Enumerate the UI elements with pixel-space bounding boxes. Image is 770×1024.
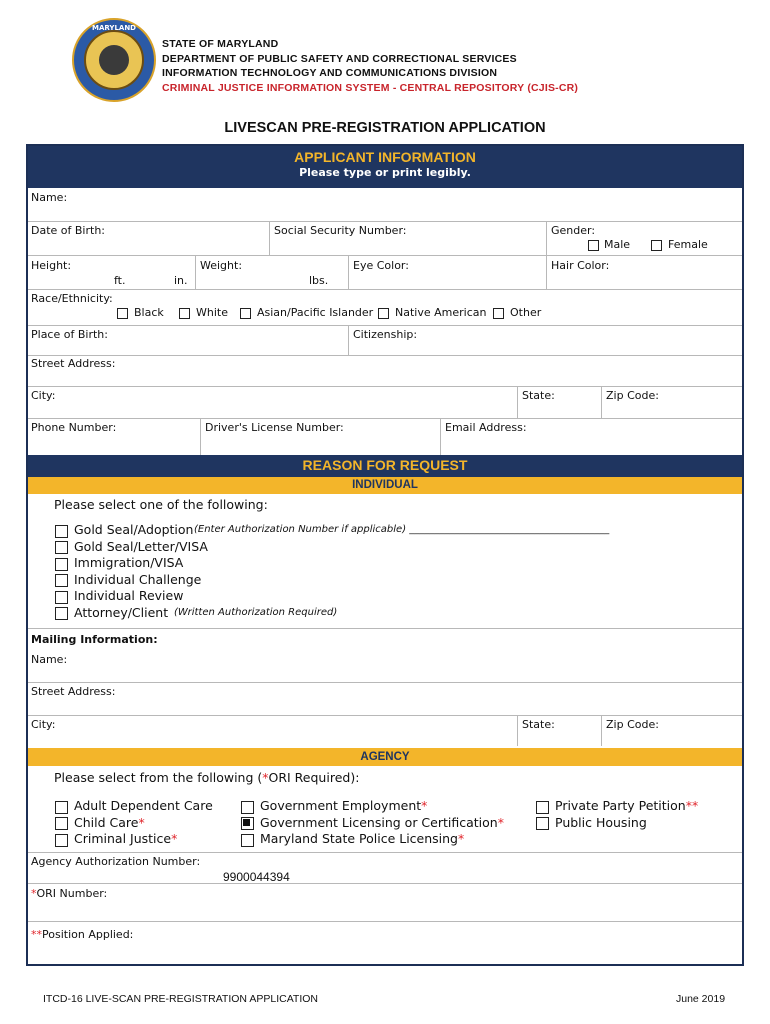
agency-auth-value[interactable]: 9900044394 <box>223 870 290 884</box>
race-other-label: Other <box>510 306 542 319</box>
seal-core <box>99 45 129 75</box>
required-double-star: ** <box>685 798 699 813</box>
agency-prompt-text: Please select from the following ( <box>54 770 263 785</box>
race-white-label: White <box>196 306 228 319</box>
immigration-visa-label: Immigration/VISA <box>74 555 184 570</box>
street-address-label: Street Address: <box>31 357 116 370</box>
name-row[interactable] <box>28 188 742 222</box>
footer-date: June 2019 <box>676 993 726 1005</box>
place-of-birth-label: Place of Birth: <box>31 328 108 341</box>
msp-licensing-checkbox[interactable] <box>241 834 254 847</box>
government-employment-text: Government Employment <box>260 798 422 813</box>
divider <box>348 326 349 355</box>
female-label: Female <box>668 238 708 251</box>
maryland-seal-logo <box>72 18 156 102</box>
government-licensing-checkbox[interactable] <box>241 817 254 830</box>
mailing-state-label: State: <box>522 718 555 731</box>
name-label: Name: <box>31 191 68 204</box>
divider <box>28 628 742 629</box>
dob-row <box>28 222 742 256</box>
citizenship-label: Citizenship: <box>353 328 418 341</box>
required-star: * <box>262 770 269 785</box>
individual-options <box>54 522 734 628</box>
weight-label: Weight: <box>200 259 243 272</box>
state-label: State: <box>522 389 555 402</box>
height-label: Height: <box>31 259 72 272</box>
divider <box>601 387 602 418</box>
reason-heading: REASON FOR REQUEST <box>302 457 468 473</box>
government-licensing-text: Government Licensing or Certification <box>260 815 498 830</box>
attorney-client-checkbox[interactable] <box>55 607 68 620</box>
email-label: Email Address: <box>445 421 527 434</box>
child-care-label <box>74 815 145 830</box>
zip-label: Zip Code: <box>606 389 659 402</box>
birth-row <box>28 326 742 356</box>
female-checkbox[interactable] <box>651 240 662 251</box>
required-star: * <box>497 815 504 830</box>
required-star: * <box>421 798 428 813</box>
child-care-text: Child Care <box>74 815 139 830</box>
required-star: * <box>171 831 178 846</box>
header-department: DEPARTMENT OF PUBLIC SAFETY AND CORRECTIONAL SERVICES <box>162 53 517 65</box>
gender-label: Gender: <box>551 224 596 237</box>
position-label <box>31 928 133 941</box>
form-title: LIVESCAN PRE-REGISTRATION APPLICATION <box>224 120 546 136</box>
position-label-text: Position Applied: <box>42 928 134 941</box>
seal-inner-ring <box>84 30 144 90</box>
hair-color-label: Hair Color: <box>551 259 610 272</box>
divider <box>440 419 441 455</box>
agency-options <box>54 797 734 851</box>
criminal-justice-checkbox[interactable] <box>55 834 68 847</box>
public-housing-checkbox[interactable] <box>536 817 549 830</box>
individual-prompt: Please select one of the following: <box>54 497 268 512</box>
gold-seal-adoption-checkbox[interactable] <box>55 525 68 538</box>
government-employment-label <box>260 798 427 813</box>
divider <box>517 716 518 746</box>
attorney-note: (Written Authorization Required) <box>174 607 338 618</box>
divider <box>348 256 349 289</box>
divider <box>195 256 196 289</box>
public-housing-label: Public Housing <box>555 815 647 830</box>
footer-form-id: ITCD-16 LIVE-SCAN PRE-REGISTRATION APPLICATION <box>43 993 318 1005</box>
attorney-client-label: Attorney/Client <box>74 605 169 620</box>
phone-label: Phone Number: <box>31 421 117 434</box>
required-double-star: ** <box>31 928 42 941</box>
private-party-petition-checkbox[interactable] <box>536 801 549 814</box>
header-state: STATE OF MARYLAND <box>162 38 279 50</box>
dob-label: Date of Birth: <box>31 224 106 237</box>
mailing-city-label: City: <box>31 718 56 731</box>
mailing-info-label: Mailing Information: <box>31 633 158 646</box>
height-in-unit: in. <box>174 274 188 287</box>
adult-dependent-care-label: Adult Dependent Care <box>74 798 213 813</box>
divider <box>546 222 547 255</box>
male-label: Male <box>604 238 631 251</box>
contact-row <box>28 419 742 455</box>
applicant-info-subheading: Please type or print legibly. <box>299 166 471 179</box>
drivers-license-label: Driver's License Number: <box>205 421 344 434</box>
ori-label-text: ORI Number: <box>36 887 108 900</box>
msp-licensing-text: Maryland State Police Licensing <box>260 831 458 846</box>
height-ft-unit: ft. <box>114 274 126 287</box>
gold-seal-letter-checkbox[interactable] <box>55 541 68 554</box>
mailing-zip-label: Zip Code: <box>606 718 659 731</box>
position-row <box>28 922 742 964</box>
divider <box>546 256 547 289</box>
mailing-street-row <box>28 683 742 716</box>
individual-review-label: Individual Review <box>74 588 184 603</box>
criminal-justice-label <box>74 831 177 846</box>
criminal-justice-text: Criminal Justice <box>74 831 172 846</box>
reason-header <box>28 455 742 477</box>
mailing-street-label: Street Address: <box>31 685 116 698</box>
adult-dependent-care-checkbox[interactable] <box>55 801 68 814</box>
street-row <box>28 356 742 387</box>
divider <box>517 387 518 418</box>
race-other-checkbox[interactable] <box>493 308 504 319</box>
gold-seal-adoption-label: Gold Seal/Adoption <box>74 522 194 537</box>
gold-seal-letter-label: Gold Seal/Letter/VISA <box>74 539 208 554</box>
applicant-info-heading: APPLICANT INFORMATION <box>294 149 476 165</box>
mailing-name-row <box>28 650 742 683</box>
private-party-petition-label <box>555 798 698 813</box>
race-white-checkbox[interactable] <box>179 308 190 319</box>
divider <box>601 716 602 746</box>
agency-auth-row <box>28 853 742 884</box>
individual-challenge-checkbox[interactable] <box>55 574 68 587</box>
city-row <box>28 387 742 419</box>
race-native-label: Native American <box>395 306 487 319</box>
physical-row <box>28 256 742 290</box>
eye-color-label: Eye Color: <box>353 259 409 272</box>
ssn-label: Social Security Number: <box>274 224 407 237</box>
msp-licensing-label <box>260 831 464 846</box>
race-black-label: Black <box>134 306 164 319</box>
individual-challenge-label: Individual Challenge <box>74 572 202 587</box>
government-licensing-label <box>260 815 504 830</box>
header-system: CRIMINAL JUSTICE INFORMATION SYSTEM - CENTRAL REPOSITORY (CJIS-CR) <box>162 82 579 94</box>
mailing-city-row <box>28 716 742 746</box>
agency-auth-label: Agency Authorization Number: <box>31 855 201 868</box>
applicant-info-header <box>28 146 742 188</box>
ori-row <box>28 884 742 922</box>
race-row <box>28 290 742 326</box>
required-star: * <box>138 815 145 830</box>
race-asian-checkbox[interactable] <box>240 308 251 319</box>
male-checkbox[interactable] <box>588 240 599 251</box>
agency-bar: AGENCY <box>28 748 742 766</box>
government-employment-checkbox[interactable] <box>241 801 254 814</box>
race-black-checkbox[interactable] <box>117 308 128 319</box>
individual-bar: INDIVIDUAL <box>28 477 742 494</box>
required-star: * <box>458 831 465 846</box>
agency-prompt-text-2: ORI Required): <box>268 770 360 785</box>
city-label: City: <box>31 389 56 402</box>
required-star: * <box>31 887 37 900</box>
individual-review-checkbox[interactable] <box>55 591 68 604</box>
race-native-checkbox[interactable] <box>378 308 389 319</box>
divider <box>269 222 270 255</box>
private-party-petition-text: Private Party Petition <box>555 798 686 813</box>
divider <box>200 419 201 455</box>
child-care-checkbox[interactable] <box>55 817 68 830</box>
gold-seal-note: (Enter Authorization Number if applicable) ________________________________________ <box>194 524 610 535</box>
seal-text: MARYLAND <box>91 24 136 32</box>
header-division: INFORMATION TECHNOLOGY AND COMMUNICATIONS DIVISION <box>162 67 498 79</box>
mailing-name-label: Name: <box>31 653 68 666</box>
weight-lbs-unit: lbs. <box>309 274 329 287</box>
immigration-visa-checkbox[interactable] <box>55 558 68 571</box>
agency-prompt <box>54 770 359 785</box>
race-label: Race/Ethnicity: <box>31 292 113 305</box>
race-asian-label: Asian/Pacific Islander <box>257 306 374 319</box>
ori-label <box>31 887 107 900</box>
